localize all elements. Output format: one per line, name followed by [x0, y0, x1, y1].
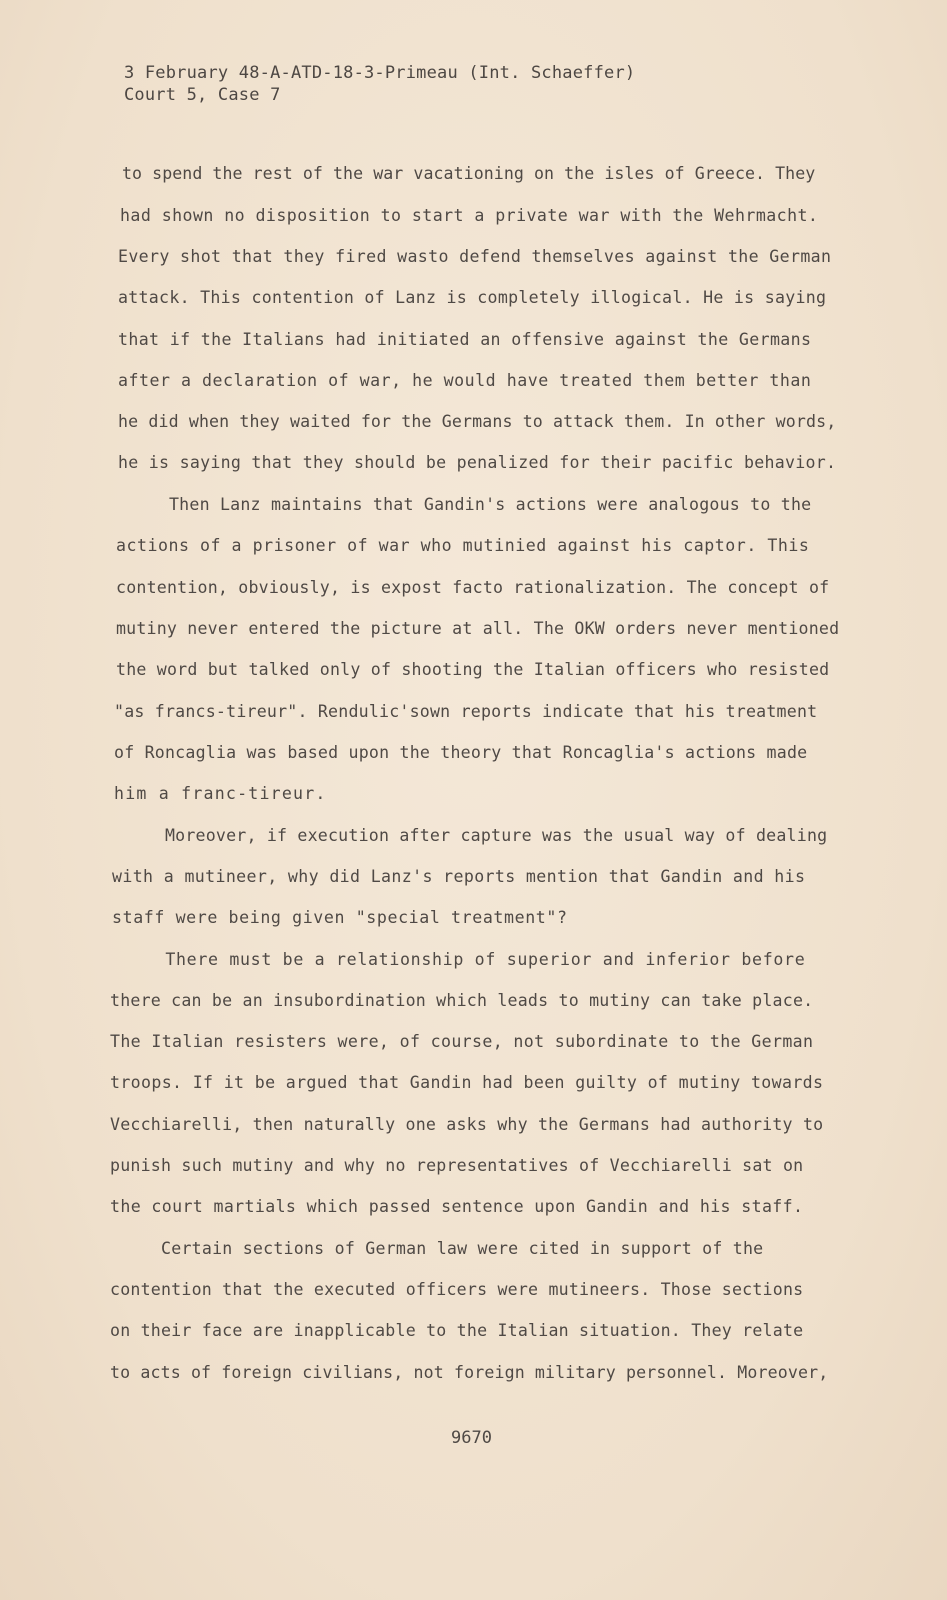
document-header [124, 62, 635, 106]
header-reference-line: 3 February 48-A-ATD-18-3-Primeau (Int. Schaeffer) [124, 63, 636, 83]
body-line: him a franc-tireur. [114, 784, 327, 803]
body-line: on their face are inapplicable to the Italian situation. They relate [110, 1321, 804, 1340]
body-line: he did when they waited for the Germans to attack them. In other words, [118, 412, 837, 431]
body-line: contention that the executed officers were mutineers. Those sections [110, 1280, 804, 1299]
page-number: 9670 [451, 1428, 492, 1448]
body-line: to spend the rest of the war vacationing on the isles of Greece. They [122, 164, 816, 183]
body-line: after a declaration of war, he would have treated them better than [118, 371, 812, 390]
body-line: with a mutineer, why did Lanz's reports mention that Gandin and his [112, 867, 806, 886]
body-line: punish such mutiny and why no representatives of Vecchiarelli sat on [110, 1156, 804, 1175]
body-line: Then Lanz maintains that Gandin's actions were analogous to the [118, 495, 812, 514]
body-line: actions of a prisoner of war who mutinied against his captor. This [116, 536, 810, 555]
body-line: to acts of foreign civilians, not foreign military personnel. Moreover, [110, 1363, 829, 1382]
body-line: the court martials which passed sentence upon Gandin and his staff. [110, 1197, 804, 1216]
body-line: mutiny never entered the picture at all. The OKW orders never mentioned [116, 619, 840, 638]
body-line: Every shot that they fired wasto defend themselves against the German [118, 247, 832, 266]
body-line: had shown no disposition to start a private war with the Wehrmacht. [120, 206, 819, 225]
body-line: of Roncaglia was based upon the theory that Roncaglia's actions made [114, 743, 808, 762]
body-line: there can be an insubordination which leads to mutiny can take place. [110, 991, 814, 1010]
body-line: Vecchiarelli, then naturally one asks why the Germans had authority to [110, 1115, 824, 1134]
body-line: The Italian resisters were, of course, not subordinate to the German [110, 1032, 814, 1051]
body-line: troops. If it be argued that Gandin had been guilty of mutiny towards [110, 1073, 824, 1092]
body-line: Certain sections of German law were cited in support of the [110, 1239, 764, 1258]
body-line: the word but talked only of shooting the Italian officers who resisted [116, 660, 830, 679]
body-line: "as francs-tireur". Rendulic'sown reports indicate that his treatment [114, 702, 818, 721]
header-court-line: Court 5, Case 7 [124, 85, 281, 105]
body-line: Moreover, if execution after capture was the usual way of dealing [114, 826, 828, 845]
body-line: contention, obviously, is expost facto rationalization. The concept of [116, 578, 830, 597]
body-line: attack. This contention of Lanz is completely illogical. He is saying [118, 288, 827, 307]
body-line: he is saying that they should be penalized for their pacific behavior. [118, 453, 837, 472]
body-line: There must be a relationship of superior and inferior before [112, 950, 806, 969]
body-line: that if the Italians had initiated an offensive against the Germans [118, 330, 812, 349]
body-line: staff were being given "special treatment"? [112, 908, 568, 927]
